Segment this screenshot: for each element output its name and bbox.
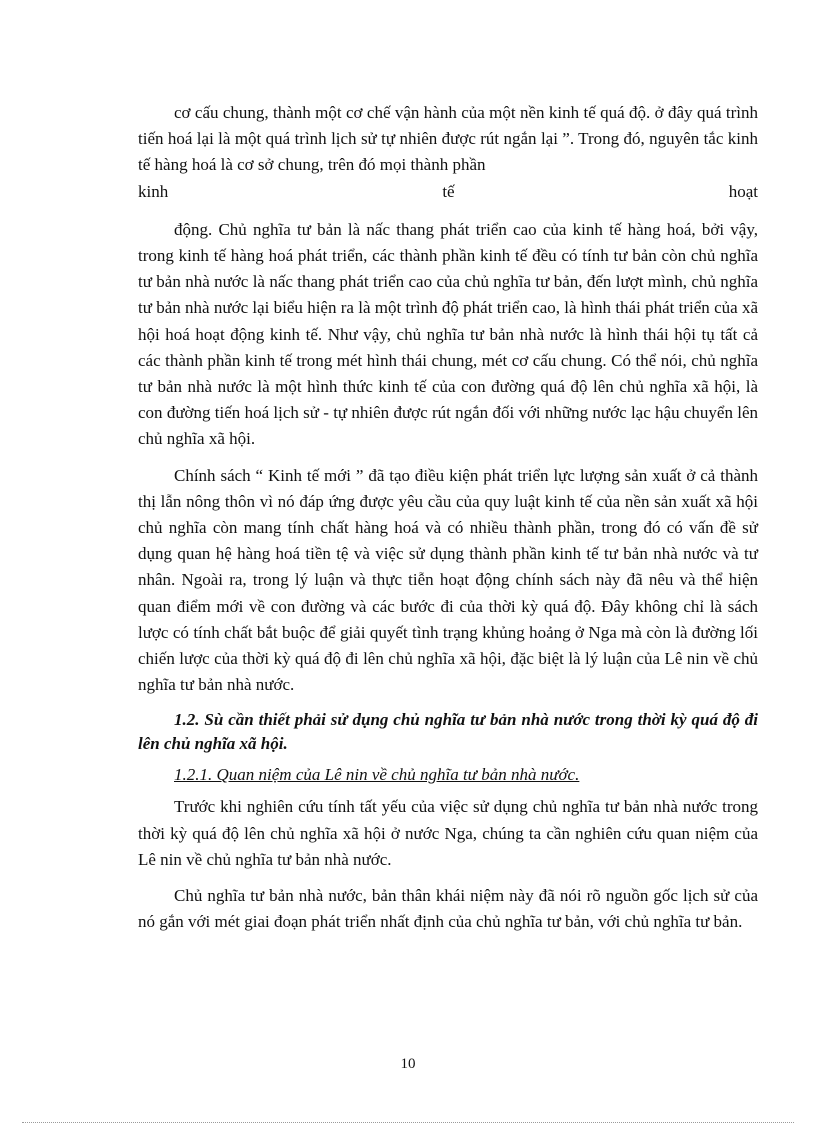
paragraph-4: Trước khi nghiên cứu tính tất yếu của việc sử dụng chủ nghĩa tư bản nhà nước trong thời kỳ quá độ lên chủ nghĩa xã hội ở nước Nga, chúng ta cần nghiên cứu quan niệm của Lê nin về chủ nghĩa tư bản nhà nước. bbox=[138, 797, 758, 869]
subsection-heading: 1.2.1. Quan niệm của Lê nin về chủ nghĩa tư bản nhà nước. bbox=[174, 765, 580, 785]
section-heading: 1.2. Sù cần thiết phải sử dụng chủ nghĩa tư bản nhà nước trong thời kỳ quá độ đi lên chủ nghĩa xã hội. bbox=[138, 710, 758, 754]
paragraph-1: cơ cấu chung, thành một cơ chế vận hành của một nền kinh tế quá độ. ở đây quá trình tiến hoá lại là một quá trình lịch sử tự nhiên được rút ngắn lại ”. Trong đó, nguyên tắc kinh tế hàng hoá là cơ sở chung, trên đó mọi thành phần bbox=[138, 103, 758, 175]
justified-word-2: tế bbox=[442, 181, 455, 201]
justified-word-3: hoạt bbox=[728, 181, 758, 201]
paragraph-5: Chủ nghĩa tư bản nhà nước, bản thân khái niệm này đã nói rõ nguồn gốc lịch sử của nó gắn với mét giai đoạn phát triển nhất định của chủ nghĩa tư bản, với chủ nghĩa tư bản. bbox=[138, 886, 758, 932]
page-number: 10 bbox=[400, 1056, 416, 1072]
justified-line bbox=[138, 179, 758, 205]
paragraph-3: Chính sách “ Kinh tế mới ” đã tạo điều kiện phát triển lực lượng sản xuất ở cả thành thị lẫn nông thôn vì nó đáp ứng được yêu cầu của quy luật kinh tế của nền sản xuất xã hội chủ nghĩa còn mang tính chất hàng hoá và có nhiều thành phần, trong đó có vấn đề sử dụng quan hệ hàng hoá tiền tệ và việc sử dụng thành phần kinh tế tư bản nhà nước và tư nhân. Ngoài ra, trong lý luận và thực tiễn hoạt động chính sách này đã nêu và thể hiện quan điểm mới về con đường và các bước đi của thời kỳ quá độ. Đây không chỉ là sách lược có tính chất bắt buộc để giải quyết tình trạng khủng hoảng ở Nga mà còn là đường lối chiến lược của thời kỳ quá độ đi lên chủ nghĩa xã hội, đặc biệt là lý luận của Lê nin về chủ nghĩa tư bản nhà nước. bbox=[138, 465, 758, 695]
justified-word-1: kinh bbox=[138, 181, 169, 201]
paragraph-2: động. Chủ nghĩa tư bản là nấc thang phát triển cao của kinh tế hàng hoá, bởi vậy, trong kinh tế hàng hoá phát triển, các thành phần kinh tế đều có tính tư bản còn chủ nghĩa tư bản nhà nước là nấc thang phát triển cao của chủ nghĩa tư bản, đến lượt mình, chủ nghĩa tư bản nhà nước lại biểu hiện ra là một trình độ phát triển cao, là hình thái phát triển của xã hội hoá hoạt động kinh tế. Như vậy, chủ nghĩa tư bản nhà nước là hình thái hội tụ tất cả các thành phần kinh tế trong mét hình thái chung, mét cơ cấu chung. Có thể nói, chủ nghĩa tư bản nhà nước là một hình thức kinh tế của con đường quá độ lên chủ nghĩa xã hội, là con đường tiến hoá lịch sử - tự nhiên được rút ngắn đối với những nước lạc hậu chuyển lên chủ nghĩa xã hội. bbox=[138, 219, 758, 449]
page-body bbox=[138, 100, 758, 935]
